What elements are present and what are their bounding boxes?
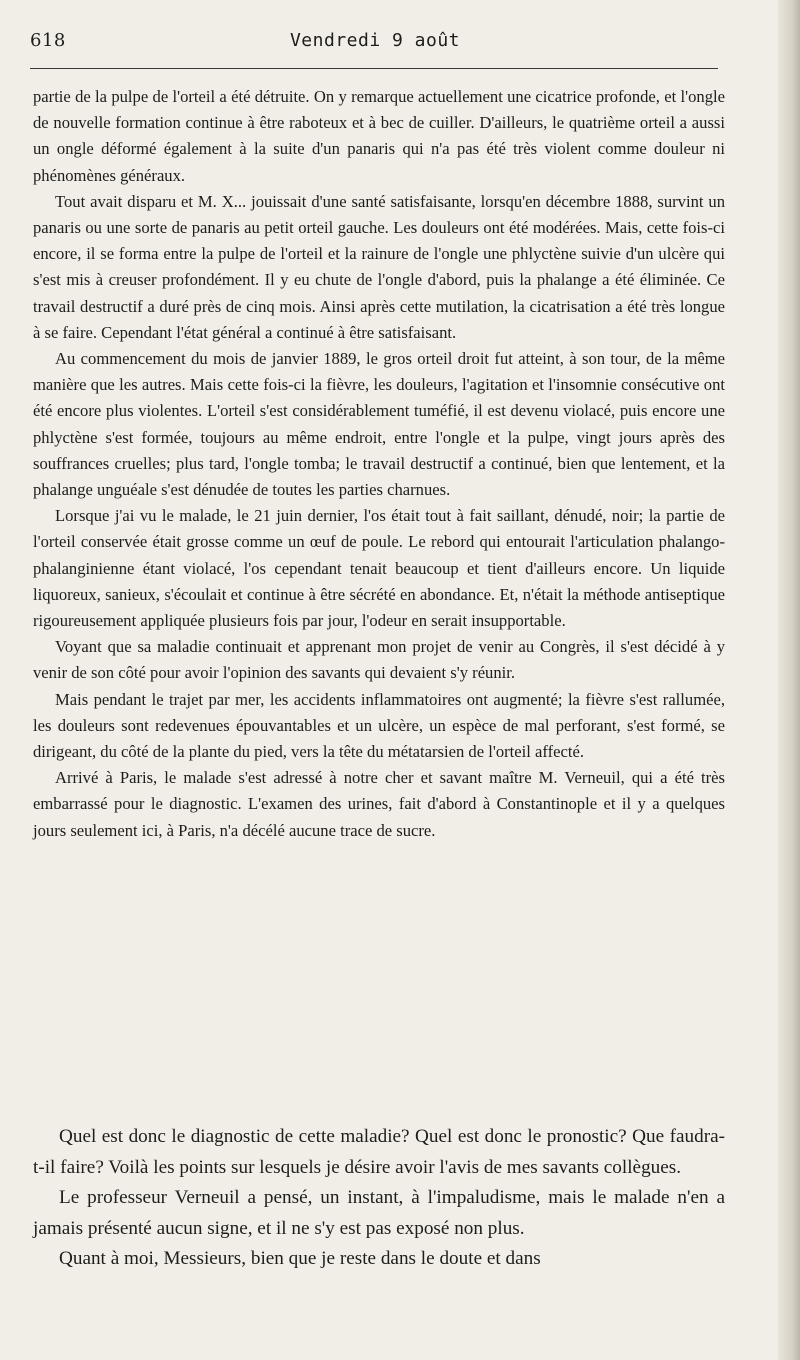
running-title: Vendredi 9 août: [289, 30, 461, 51]
paragraph: Mais pendant le trajet par mer, les accidents inflammatoires ont augmenté; la fièvre s'est rallumée, les douleurs sont redevenues épouvantables et un ulcère, un espèce de mal perforant, s'est formé, se dirigeant, du côté de la plante du pied, vers la tête du métatarsien de l'orteil affecté.: [33, 689, 725, 762]
paragraph-large: Le professeur Verneuil a pensé, un instant, à l'impaludisme, mais le malade n'en a jamais présenté aucun signe, et il ne s'y est pas exposé non plus.: [33, 1187, 725, 1239]
body-text-lower: [33, 1122, 725, 1275]
paragraph: Arrivé à Paris, le malade s'est adressé à notre cher et savant maître M. Verneuil, qui a été très embarrassé pour le diagnostic. L'examen des urines, fait d'abord à Constantinople et il y a quelques jours seulement ici, à Paris, n'a décélé aucune trace de sucre.: [33, 768, 725, 840]
page-edge-shadow: [778, 0, 800, 1360]
page-number: 618: [30, 30, 66, 51]
paragraph: Tout avait disparu et M. X... jouissait d'une santé satisfaisante, lorsqu'en décembre 1888, survint un panaris ou une sorte de panaris au petit orteil gauche. Les douleurs ont été modérées. Mais, cette fois-ci encore, il se forma entre la pulpe de l'orteil et la rainure de l'ongle une phlyctène suivie d'un ulcère qui s'est mis à creuser profondément. Il y eu chute de l'ongle d'abord, puis la phalange a été éliminée. Ce travail destructif a duré près de cinq mois. Ainsi après cette mutilation, la cicatrisation a été très longue à se faire. Cependant l'état général a continué à être satisfaisant.: [33, 191, 725, 342]
paragraph: Voyant que sa maladie continuait et apprenant mon projet de venir au Congrès, il s'est décidé à y venir de son côté pour avoir l'opinion des savants qui devaient s'y réunir.: [33, 637, 725, 683]
header-rule: [30, 68, 718, 69]
paragraph: Lorsque j'ai vu le malade, le 21 juin dernier, l'os était tout à fait saillant, dénudé, noir; la partie de l'orteil conservée était grosse comme un œuf de poule. Le rebord qui entourait l'articulation phalango-phalanginienne étant violacé, l'os cependant tenait beaucoup et tient d'ailleurs encore. Un liquide liquoreux, sanieux, s'écoulait et continue à être sécrété en abondance. Et, n'était la méthode antiseptique rigoureusement appliquée plusieurs fois par jour, l'odeur en serait insupportable.: [33, 506, 725, 631]
paragraph: Au commencement du mois de janvier 1889, le gros orteil droit fut atteint, à son tour, de la même manière que les autres. Mais cette fois-ci la fièvre, les douleurs, l'agitation et l'insomnie consécutive ont été encore plus violentes. L'orteil s'est considérablement tuméfié, il est devenu violacé, puis encore une phlyctène s'est formée, toujours au même endroit, entre l'ongle et la pulpe, vingt jours après des souffrances cruelles; plus tard, l'ongle tomba; le travail destructif a continué, bien que lentement, et la phalange unguéale s'est dénudée de toutes les parties charnues.: [33, 349, 725, 500]
body-text-upper: [33, 84, 725, 844]
paragraph-continued: partie de la pulpe de l'orteil a été détruite. On y remarque actuellement une cicatrice profonde, et l'ongle de nouvelle formation continue à être raboteux et à bec de cuiller. D'ailleurs, le quatrième orteil a aussi un ongle déformé également à la suite d'un panaris qui n'a pas été très violent comme douleur ni phénomènes généraux.: [33, 87, 725, 185]
paragraph-large: Quant à moi, Messieurs, bien que je reste dans le doute et dans: [59, 1248, 541, 1269]
running-header: [30, 30, 720, 60]
paragraph-large: Quel est donc le diagnostic de cette maladie? Quel est donc le pronostic? Que faudra-t-il faire? Voilà les points sur lesquels je désire avoir l'avis de mes savants collègues.: [33, 1126, 725, 1178]
